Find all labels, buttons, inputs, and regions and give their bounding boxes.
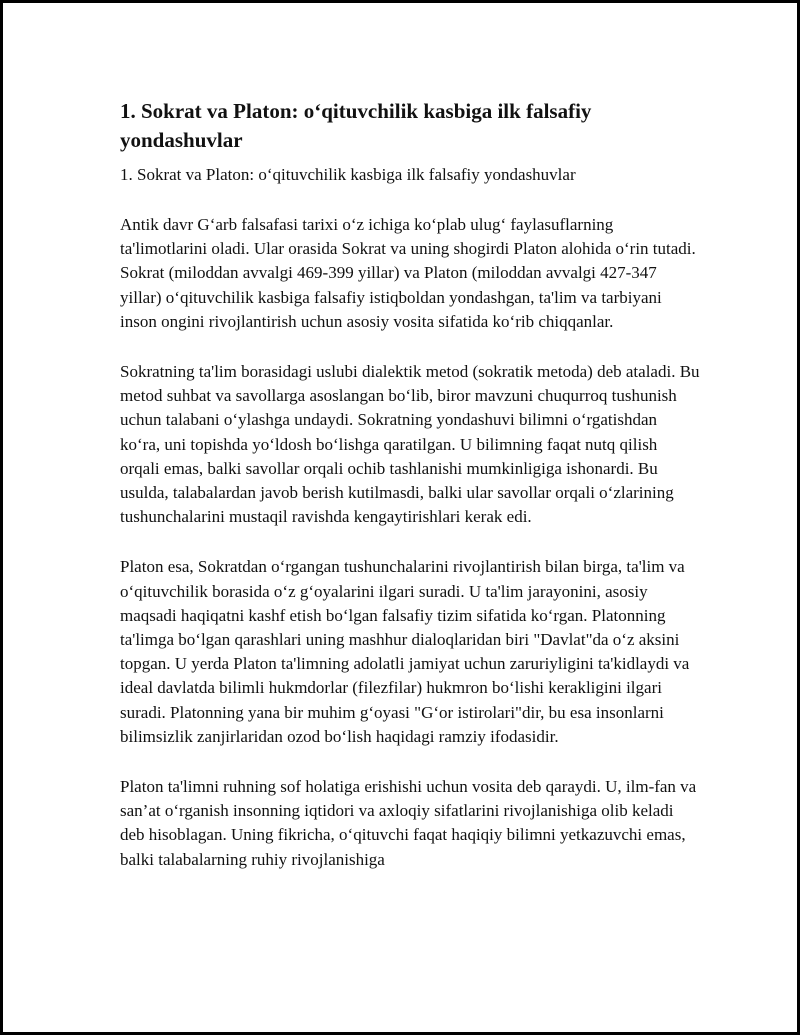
document-title: 1. Sokrat va Platon: o‘qituvchilik kasbiga ilk falsafiy yondashuvlar [120,99,592,152]
document-subtitle: 1. Sokrat va Platon: o‘qituvchilik kasbiga ilk falsafiy yondashuvlar [120,165,576,184]
paragraph-2: Sokratning ta'lim borasidagi uslubi dialektik metod (sokratik metoda) deb ataladi. Bu metod suhbat va savollarga asoslangan bo‘lib, biror mavzuni chuqurroq tushunish uchun talabani o‘ylashga undaydi. Sokratning yondashuvi bilimni o‘rgatishdan ko‘ra, uni topishda yo‘ldosh bo‘lishga qaratilgan. U bilimning faqat nutq qilish orqali emas, balki savollar orqali ochib tashlanishi mumkinligiga ishonardi. Bu usulda, talabalardan javob berish kutilmasdi, balki ular savollar orqali o‘zlarining tushunchalarini mustaqil ravishda kengaytirishlari kerak edi. [120,362,700,527]
paragraph-3: Platon esa, Sokratdan o‘rgangan tushunchalarini rivojlantirish bilan birga, ta'lim va o‘qituvchilik borasida o‘z g‘oyalarini ilgari suradi. U ta'lim jarayonini, asosiy maqsadi haqiqatni kashf etish bo‘lgan falsafiy tizim sifatida ko‘rgan. Platonning ta'limga bo‘lgan qarashlari uning mashhur dialoqlaridan biri "Davlat"da o‘z aksini topgan. U yerda Platon ta'limning adolatli jamiyat uchun zaruriyligini ta'kidlaydi va ideal davlatda bilimli hukmdorlar (filezfilar) hukmron bo‘lishi kerakligini ilgari suradi. Platonning yana bir muhim g‘oyasi "G‘or istirolari"dir, bu esa insonlarni bilimsizlik zanjirlaridan ozod bo‘lish haqidagi ramziy ifodasidir. [120,557,690,746]
paragraph-4: Platon ta'limni ruhning sof holatiga erishishi uchun vosita deb qaraydi. U, ilm-fan va san’at o‘rganish insonning iqtidori va axloqiy sifatlarini rivojlanishiga olib keladi deb hisoblagan. Uning fikricha, o‘qituvchi faqat haqiqiy bilimni yetkazuvchi emas, balki talabalarning ruhiy rivojlanishiga [120,777,697,869]
paragraph-1: Antik davr G‘arb falsafasi tarixi o‘z ichiga ko‘plab ulug‘ faylasuflarning ta'limotlarini oladi. Ular orasida Sokrat va uning shogirdi Platon alohida o‘rin tutadi. Sokrat (miloddan avvalgi 469-399 yillar) va Platon (miloddan avvalgi 427-347 yillar) o‘qituvchilik kasbiga falsafiy istiqboldan yondashgan, ta'lim va tarbiyani inson ongini rivojlantirish uchun asosiy vosita sifatida ko‘rib chiqqanlar. [120,215,696,331]
document-body [120,97,700,872]
